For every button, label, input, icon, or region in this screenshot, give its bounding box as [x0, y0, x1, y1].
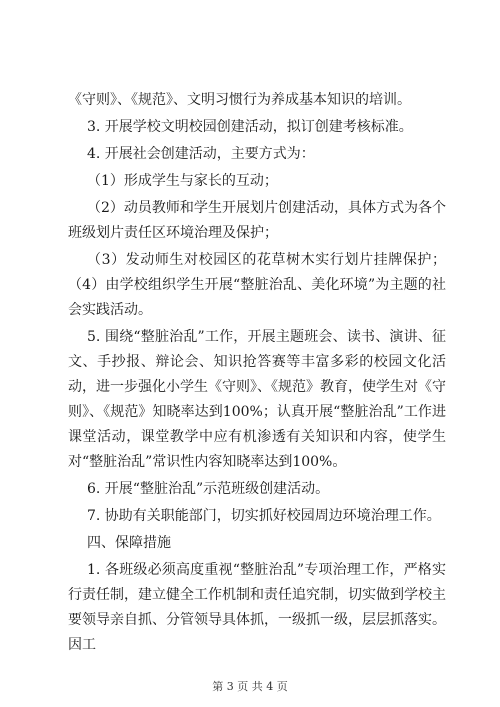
paragraph-subitem-3-4: （3）发动师生对校园区的花草树木实行划片挂牌保护；（4）由学校组织学生开展“整脏治乱、美化环境”为主题的社会实践活动。: [68, 252, 446, 318]
paragraph-item-5: 5. 围绕“整脏治乱”工作，开展主题班会、读书、演讲、征文、手抄报、辩论会、知识抢答赛等丰富多彩的校园文化活动，进一步强化小学生《守则》、《规范》教育，使学生对《守则》、《规范》知晓率达到100%；认真开展“整脏治乱”工作进课堂活动，课堂教学中应有机渗透有关知识和内容，使学生对“整脏治乱”常识性内容知晓率达到100%。: [68, 329, 446, 470]
document-body: [68, 88, 446, 658]
paragraph-training: 《守则》、《规范》、文明习惯行为养成基本知识的培训。: [68, 92, 411, 108]
paragraph-item-7: 7. 协助有关职能部门，切实抓好校园周边环境治理工作。: [87, 508, 441, 524]
paragraph-item-6: 6. 开展“整脏治乱”示范班级创建活动。: [87, 481, 330, 497]
paragraph-item-3: 3. 开展学校文明校园创建活动，拟订创建考核标准。: [87, 119, 413, 135]
paragraph-item-4: 4. 开展社会创建活动，主要方式为：: [87, 146, 315, 162]
paragraph-subitem-2: （2）动员教师和学生开展划片创建活动，具体方式为各个班级划片责任区环境治理及保护；: [68, 200, 446, 241]
page-footer: 第 3 页 共 4 页: [212, 680, 288, 693]
paragraph-guarantee-1: 1. 各班级必须高度重视“整脏治乱”专项治理工作，严格实行责任制，建立健全工作机制和责任追究制，切实做到学校主要领导亲自抓、分管领导具体抓，一级抓一级，层层抓落实。因工: [68, 562, 446, 653]
paragraph-subitem-1: （1）形成学生与家长的互动；: [87, 173, 278, 189]
section-heading-guarantee: 四、保障措施: [87, 535, 171, 551]
